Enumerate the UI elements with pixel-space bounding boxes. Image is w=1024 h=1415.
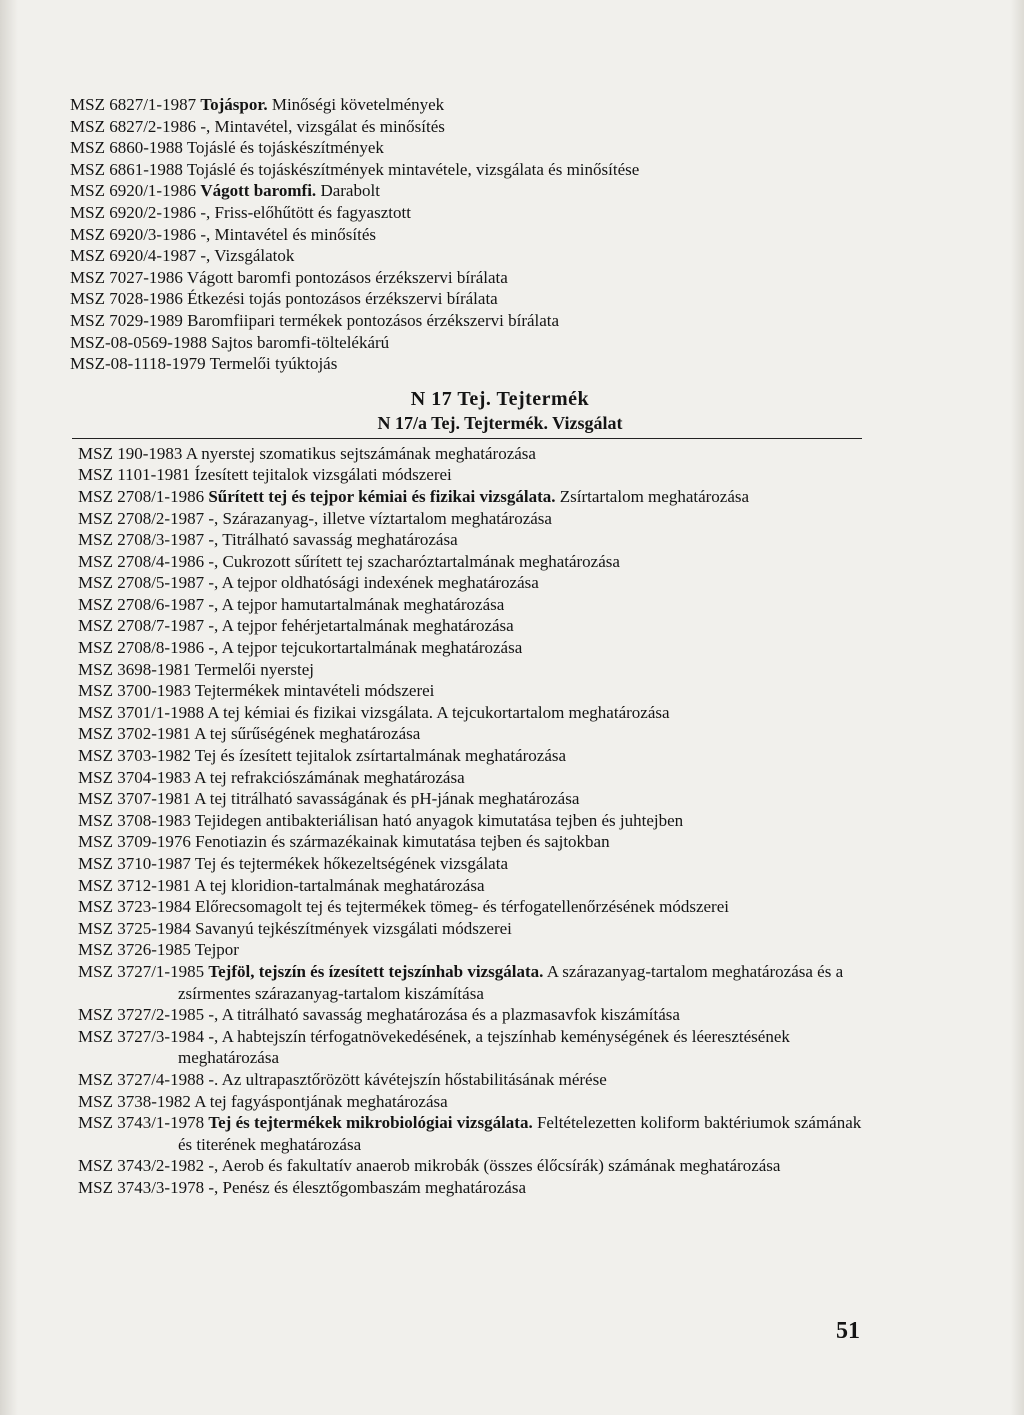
standard-title: -, Szárazanyag-, illetve víztartalom meghatározása xyxy=(208,508,552,528)
standard-title: -, Penész és élesztőgombaszám meghatározása xyxy=(208,1177,527,1197)
standard-title: Sajtos baromfi-töltelékárú xyxy=(211,332,390,352)
standard-entry xyxy=(78,572,870,594)
standard-entry xyxy=(78,508,870,530)
standard-entry xyxy=(78,1112,870,1155)
standard-entry xyxy=(70,180,870,202)
standard-code: MSZ 6920/3-1986 xyxy=(70,224,197,244)
standard-title-bold: Tojáspor. xyxy=(200,95,268,114)
standard-title: A szárazanyag-tartalom meghatározása és a zsírmentes szárazanyag-tartalom kiszámítása xyxy=(178,961,844,1003)
standard-title-bold: Vágott baromfi. xyxy=(200,181,317,201)
standard-code: MSZ 3727/1-1985 xyxy=(78,961,205,981)
standard-title: A tej titrálható savasságának és pH-jának meghatározása xyxy=(194,789,580,809)
standard-code: MSZ 3707-1981 xyxy=(78,789,191,809)
page-binding-edge xyxy=(0,0,18,1415)
standard-code: MSZ 3723-1984 xyxy=(78,897,191,917)
standard-code: MSZ 3743/2-1982 xyxy=(78,1156,205,1176)
standard-code: MSZ 7027-1986 xyxy=(70,267,183,287)
standard-entry xyxy=(78,1091,870,1113)
standard-entry xyxy=(78,939,870,961)
standard-code: MSZ-08-1118-1979 xyxy=(70,354,206,374)
standard-entry xyxy=(78,1069,870,1091)
standard-entry xyxy=(78,680,870,702)
standard-entry xyxy=(70,310,870,332)
standard-entry xyxy=(78,1026,870,1069)
standard-entry xyxy=(78,594,870,616)
standard-code: MSZ 2708/4-1986 xyxy=(78,551,205,571)
standard-title: Tejidegen antibakteriálisan ható anyagok kimutatása tejben és juhtejben xyxy=(194,810,684,830)
section-heading xyxy=(70,387,870,435)
standard-title: Baromfiipari termékek pontozásos érzékszervi bírálata xyxy=(187,310,560,330)
standard-entry xyxy=(78,529,870,551)
standard-code: MSZ 1101-1981 xyxy=(78,465,191,485)
standard-entry xyxy=(78,896,870,918)
standard-entry xyxy=(78,551,870,573)
standard-code: MSZ 3709-1976 xyxy=(78,832,191,852)
standard-code: MSZ 3727/3-1984 xyxy=(78,1026,205,1046)
standard-entry xyxy=(78,810,870,832)
standard-code: MSZ 3712-1981 xyxy=(78,875,191,895)
standard-code: MSZ 3710-1987 xyxy=(78,854,191,873)
standard-title: Előrecsomagolt tej és tejtermékek tömeg- és térfogatellenőrzésének módszerei xyxy=(195,897,729,917)
standard-title: -, A titrálható savasság meghatározása és a plazmasavfok kiszámítása xyxy=(208,1005,680,1025)
section-divider xyxy=(72,438,862,439)
standard-title-bold: Sűrített tej és tejpor kémiai és fizikai vizsgálata. xyxy=(208,486,556,506)
standard-code: MSZ 190-1983 xyxy=(78,443,183,463)
standard-entry xyxy=(70,353,870,375)
document-body xyxy=(70,94,870,1199)
standard-entry xyxy=(78,831,870,853)
standard-code: MSZ 6861-1988 xyxy=(70,159,183,179)
standard-title: A tej fagyáspontjának meghatározása xyxy=(194,1091,448,1111)
page-number: 51 xyxy=(836,1318,860,1344)
standard-entry xyxy=(70,159,870,181)
standard-title: Vágott baromfi pontozásos érzékszervi bírálata xyxy=(186,267,508,287)
standard-entry xyxy=(78,918,870,940)
standard-title: Fenotiazin és származékainak kimutatása tejben és sajtokban xyxy=(195,832,610,852)
standard-title: Termelői tyúktojás xyxy=(209,354,338,374)
standard-title: -, Vizsgálatok xyxy=(200,246,295,266)
standard-title: Darabolt xyxy=(316,181,380,201)
standard-entry xyxy=(70,137,870,159)
standard-title: -. Az ultrapasztőrözött kávétejszín hőstabilitásának mérése xyxy=(208,1069,607,1089)
standard-code: MSZ 6827/1-1987 xyxy=(70,95,197,114)
standard-title-bold: Tej és tejtermékek mikrobiológiai vizsgálata. xyxy=(208,1113,533,1133)
standard-entry xyxy=(78,637,870,659)
standard-title: Zsírtartalom meghatározása xyxy=(555,486,750,506)
standard-title: Tej és tejtermékek hőkezeltségének vizsgálata xyxy=(194,854,508,873)
standard-code: MSZ 3727/4-1988 xyxy=(78,1069,205,1089)
standard-code: MSZ 2708/6-1987 xyxy=(78,594,205,614)
standard-code: MSZ 3701/1-1988 xyxy=(78,702,205,722)
standard-code: MSZ 6920/1-1986 xyxy=(70,181,197,201)
standard-entry xyxy=(78,702,870,724)
standard-title: -, Titrálható savasság meghatározása xyxy=(208,530,458,550)
standard-title: Minőségi követelmények xyxy=(267,95,445,114)
standard-code: MSZ 3698-1981 xyxy=(78,659,191,679)
standard-entry xyxy=(70,116,870,138)
standard-code: MSZ 3703-1982 xyxy=(78,746,191,766)
standard-entry xyxy=(78,788,870,810)
subsection-title: N 17/a Tej. Tejtermék. Vizsgálat xyxy=(377,412,623,433)
dairy-standards-list xyxy=(78,443,870,1199)
standard-entry xyxy=(78,615,870,637)
standard-title: -, A habtejszín térfogatnövekedésének, a tejszínhab keménységének és léeresztésének meghatározása xyxy=(178,1026,790,1068)
standard-code: MSZ 2708/3-1987 xyxy=(78,530,205,550)
standard-title: -, A tejpor hamutartalmának meghatározása xyxy=(208,594,505,614)
standard-title: -, A tejpor tejcukortartalmának meghatározása xyxy=(208,638,523,658)
standard-entry xyxy=(70,332,870,354)
standard-title: A tej kloridion-tartalmának meghatározása xyxy=(194,875,485,895)
standard-entry xyxy=(70,94,870,116)
standard-code: MSZ 3700-1983 xyxy=(78,681,191,701)
standard-entry xyxy=(78,659,870,681)
standard-entry xyxy=(78,1155,870,1177)
standard-entry xyxy=(70,202,870,224)
standard-title: Tejtermékek mintavételi módszerei xyxy=(194,681,435,701)
standard-entry xyxy=(78,1004,870,1026)
standard-title: Tojáslé és tojáskészítmények xyxy=(186,138,384,158)
standard-title: Tejpor xyxy=(194,940,239,960)
standard-code: MSZ 7029-1989 xyxy=(70,310,183,330)
standard-entry xyxy=(78,464,870,486)
standard-title: -, Friss-előhűtött és fagyasztott xyxy=(200,202,411,222)
standard-code: MSZ 2708/8-1986 xyxy=(78,638,205,658)
poultry-standards-list xyxy=(70,94,870,375)
standard-title: Ízesített tejitalok vizsgálati módszerei xyxy=(194,465,452,485)
standard-entry xyxy=(78,961,870,1004)
standard-title: A tej refrakciószámának meghatározása xyxy=(194,767,465,787)
standard-title: Tojáslé és tojáskészítmények mintavétele, vizsgálata és minősítése xyxy=(186,159,640,179)
standard-entry xyxy=(70,267,870,289)
standard-entry xyxy=(78,745,870,767)
standard-entry xyxy=(78,443,870,465)
standard-title: Tej és ízesített tejitalok zsírtartalmának meghatározása xyxy=(194,746,567,766)
page-right-edge xyxy=(1010,0,1024,1415)
standard-entry xyxy=(78,486,870,508)
standard-code: MSZ 3702-1981 xyxy=(78,724,191,744)
standard-code: MSZ 3727/2-1985 xyxy=(78,1005,205,1025)
standard-entry xyxy=(78,1177,870,1199)
standard-code: MSZ 3743/1-1978 xyxy=(78,1113,205,1133)
standard-title: -, Mintavétel, vizsgálat és minősítés xyxy=(200,116,445,136)
standard-title: -, Cukrozott sűrített tej szacharóztartalmának meghatározása xyxy=(208,551,620,571)
standard-code: MSZ 3738-1982 xyxy=(78,1091,191,1111)
standard-entry xyxy=(78,875,870,897)
standard-code: MSZ 3704-1983 xyxy=(78,767,191,787)
standard-title: Termelői nyerstej xyxy=(194,659,315,679)
standard-entry xyxy=(70,245,870,267)
standard-code: MSZ 2708/2-1987 xyxy=(78,508,205,528)
standard-code: MSZ 2708/5-1987 xyxy=(78,573,205,593)
standard-title: -, Aerob és fakultatív anaerob mikrobák (összes élőcsírák) számának meghatározása xyxy=(208,1156,781,1176)
section-title: N 17 Tej. Tejtermék xyxy=(410,387,590,410)
standard-code: MSZ 3726-1985 xyxy=(78,940,191,960)
standard-title: Savanyú tejkészítmények vizsgálati módszerei xyxy=(195,918,512,938)
standard-code: MSZ 6920/2-1986 xyxy=(70,202,197,222)
standard-code: MSZ 2708/1-1986 xyxy=(78,486,205,506)
standard-title: A nyerstej szomatikus sejtszámának meghatározása xyxy=(185,443,536,463)
standard-code: MSZ 2708/7-1987 xyxy=(78,616,205,636)
standard-title: -, A tejpor fehérjetartalmának meghatározása xyxy=(208,616,514,636)
standard-title: A tej sűrűségének meghatározása xyxy=(194,724,421,744)
standard-code: MSZ 3725-1984 xyxy=(78,918,191,938)
standard-title-bold: Tejföl, tejszín és ízesített tejszínhab vizsgálata. xyxy=(208,961,544,981)
standard-code: MSZ-08-0569-1988 xyxy=(70,332,207,352)
standard-title: -, A tejpor oldhatósági indexének meghatározása xyxy=(208,573,539,593)
standard-code: MSZ 6827/2-1986 xyxy=(70,116,197,136)
standard-code: MSZ 3708-1983 xyxy=(78,810,191,830)
standard-entry xyxy=(78,723,870,745)
standard-entry xyxy=(70,224,870,246)
standard-code: MSZ 7028-1986 xyxy=(70,289,183,309)
standard-title: A tej kémiai és fizikai vizsgálata. A tejcukortartalom meghatározása xyxy=(207,702,670,722)
standard-entry xyxy=(70,288,870,310)
standard-title: Feltételezetten koliform baktériumok számának és titerének meghatározása xyxy=(178,1113,862,1154)
standard-entry xyxy=(78,853,870,875)
standard-code: MSZ 6860-1988 xyxy=(70,138,183,158)
standard-code: MSZ 3743/3-1978 xyxy=(78,1177,205,1197)
standard-title: Étkezési tojás pontozásos érzékszervi bírálata xyxy=(187,289,498,309)
standard-entry xyxy=(78,767,870,789)
standard-code: MSZ 6920/4-1987 xyxy=(70,246,197,266)
standard-title: -, Mintavétel és minősítés xyxy=(200,224,376,244)
